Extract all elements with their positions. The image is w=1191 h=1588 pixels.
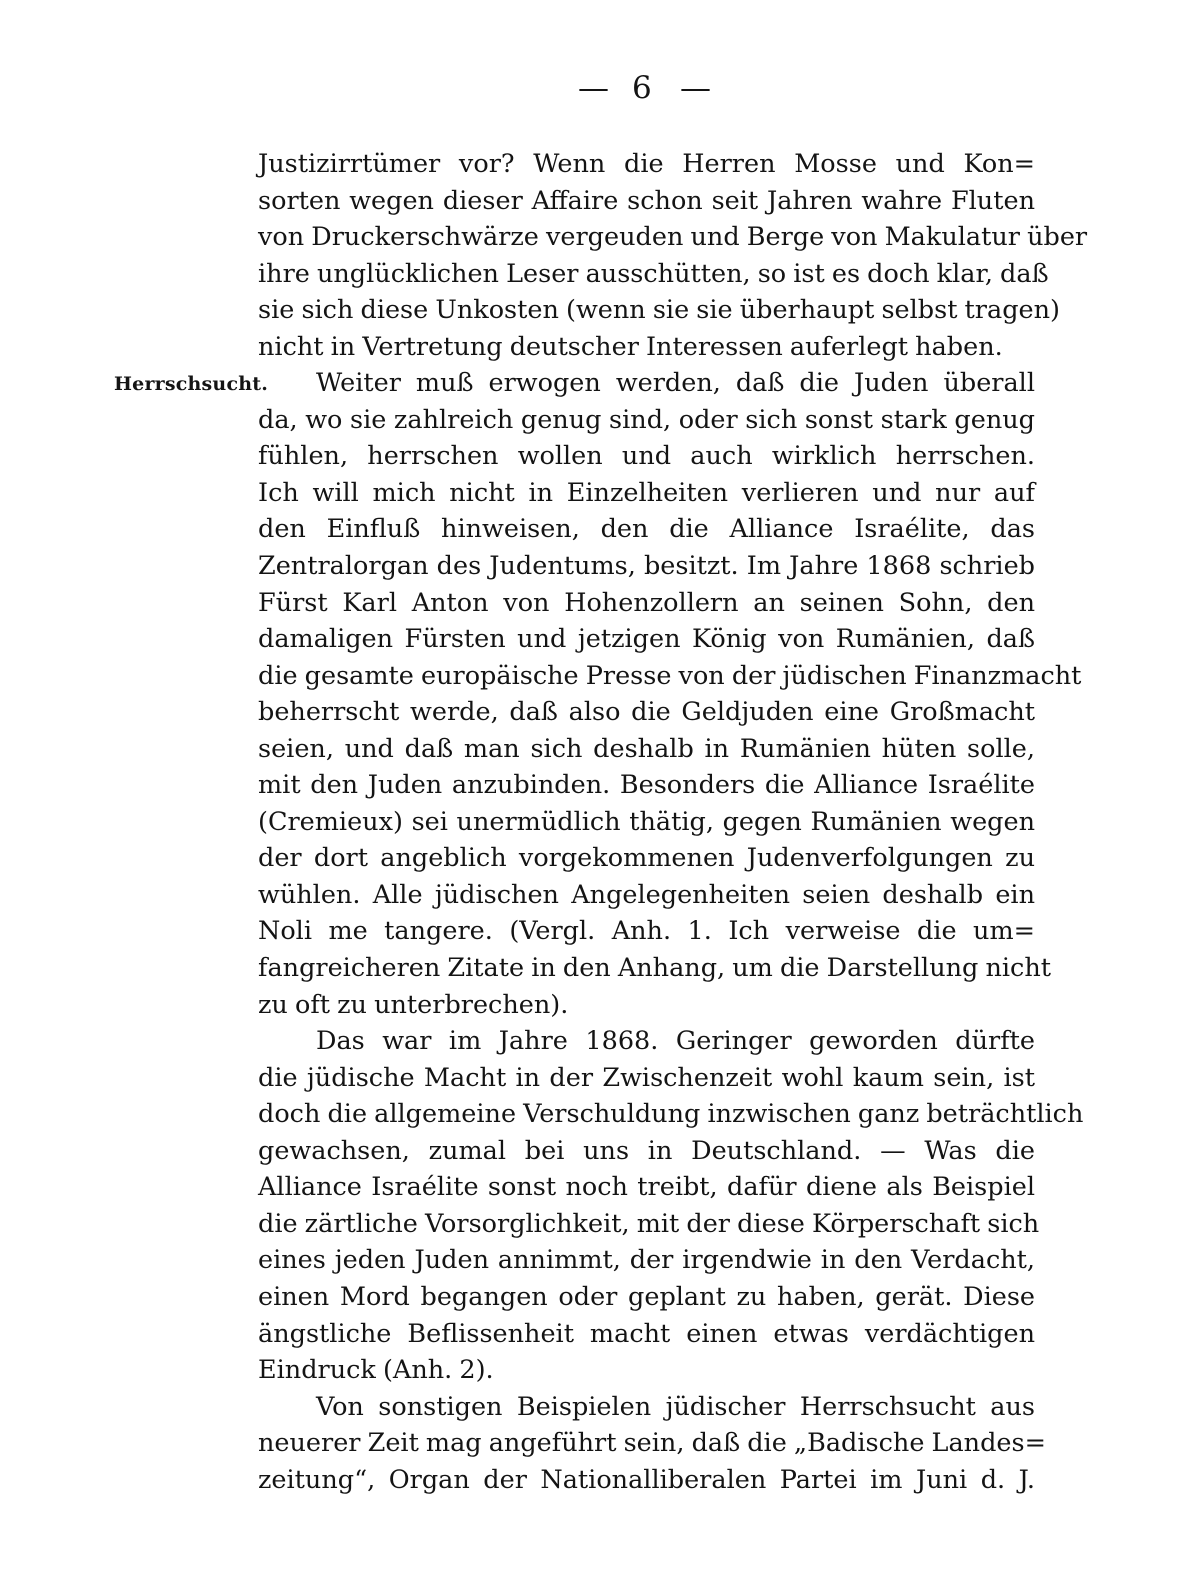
text-line: fangreicheren Zitate in den Anhang, um die Darstellung nicht bbox=[258, 953, 1052, 984]
page-number-dash-right: — bbox=[680, 70, 711, 106]
text-line: Justizirrtümer vor? Wenn die Herren Mosse und Kon= bbox=[258, 149, 1035, 179]
text-line: Alliance Israélite sonst noch treibt, dafür diene als Beispiel bbox=[258, 1172, 1035, 1203]
margin-note: Herrschsucht. bbox=[114, 373, 269, 395]
text-line: seien, und daß man sich deshalb in Rumänien hüten solle, bbox=[258, 733, 1035, 764]
text-line: beherrscht werde, daß also die Geldjuden eine Großmacht bbox=[258, 697, 1035, 728]
text-line: den Einfluß hinweisen, den die Alliance Israélite, das bbox=[258, 514, 1035, 545]
text-line: da, wo sie zahlreich genug sind, oder sich sonst stark genug bbox=[258, 404, 1035, 435]
text-line: eines jeden Juden annimmt, der irgendwie in den Verdacht, bbox=[258, 1245, 1035, 1276]
text-line: nicht in Vertretung deutscher Interessen auferlegt haben. bbox=[258, 331, 1003, 362]
text-line: mit den Juden anzubinden. Besonders die Alliance Israélite bbox=[258, 770, 1035, 801]
text-line: damaligen Fürsten und jetzigen König von Rumänien, daß bbox=[258, 624, 1035, 655]
text-line: Das war im Jahre 1868. Geringer geworden dürfte bbox=[316, 1026, 1035, 1057]
text-line: ihre unglücklichen Leser ausschütten, so ist es doch klar, daß bbox=[258, 258, 1049, 289]
text-line: Eindruck (Anh. 2). bbox=[258, 1355, 494, 1386]
text-line: ängstliche Beflissenheit macht einen etwas verdächtigen bbox=[258, 1318, 1035, 1349]
text-line: der dort angeblich vorgekommenen Judenverfolgungen zu bbox=[258, 843, 1035, 874]
text-line: die zärtliche Vorsorglichkeit, mit der diese Körperschaft sich bbox=[258, 1208, 1040, 1239]
text-line: sorten wegen dieser Affaire schon seit Jahren wahre Fluten bbox=[258, 185, 1035, 216]
text-line: von Druckerschwärze vergeuden und Berge von Makulatur über bbox=[258, 222, 1088, 253]
text-line: Ich will mich nicht in Einzelheiten verlieren und nur auf bbox=[258, 477, 1035, 508]
page-number-dash-left: — bbox=[578, 70, 609, 106]
text-line: Von sonstigen Beispielen jüdischer Herrschsucht aus bbox=[316, 1391, 1035, 1422]
text-line: einen Mord begangen oder geplant zu haben, gerät. Diese bbox=[258, 1281, 1035, 1312]
page-number-value: 6 bbox=[632, 70, 652, 106]
body-text bbox=[258, 146, 1088, 1498]
text-line: fühlen, herrschen wollen und auch wirklich herrschen. bbox=[258, 441, 1035, 472]
text-line: (Cremieux) sei unermüdlich thätig, gegen Rumänien wegen bbox=[258, 806, 1035, 837]
text-line: sie sich diese Unkosten (wenn sie sie überhaupt selbst tragen) bbox=[258, 295, 1060, 326]
text-line: Noli me tangere. (Vergl. Anh. 1. Ich verweise die um= bbox=[258, 916, 1035, 947]
text-line: Weiter muß erwogen werden, daß die Juden überall bbox=[316, 368, 1035, 399]
text-line: wühlen. Alle jüdischen Angelegenheiten seien deshalb ein bbox=[258, 879, 1035, 910]
text-line: die jüdische Macht in der Zwischenzeit wohl kaum sein, ist bbox=[258, 1062, 1035, 1093]
text-line: doch die allgemeine Verschuldung inzwischen ganz beträchtlich bbox=[258, 1099, 1084, 1130]
text-line: Fürst Karl Anton von Hohenzollern an seinen Sohn, den bbox=[258, 587, 1035, 618]
text-line: zu oft zu unterbrechen). bbox=[258, 989, 569, 1020]
text-line: Zentralorgan des Judentums, besitzt. Im Jahre 1868 schrieb bbox=[258, 551, 1035, 582]
text-line: zeitung“, Organ der Nationalliberalen Partei im Juni d. J. bbox=[258, 1464, 1035, 1495]
text-line: gewachsen, zumal bei uns in Deutschland. — Was die bbox=[258, 1135, 1035, 1166]
text-line: die gesamte europäische Presse von der jüdischen Finanzmacht bbox=[258, 660, 1082, 691]
text-line: neuerer Zeit mag angeführt sein, daß die „Badische Landes= bbox=[258, 1428, 1046, 1459]
